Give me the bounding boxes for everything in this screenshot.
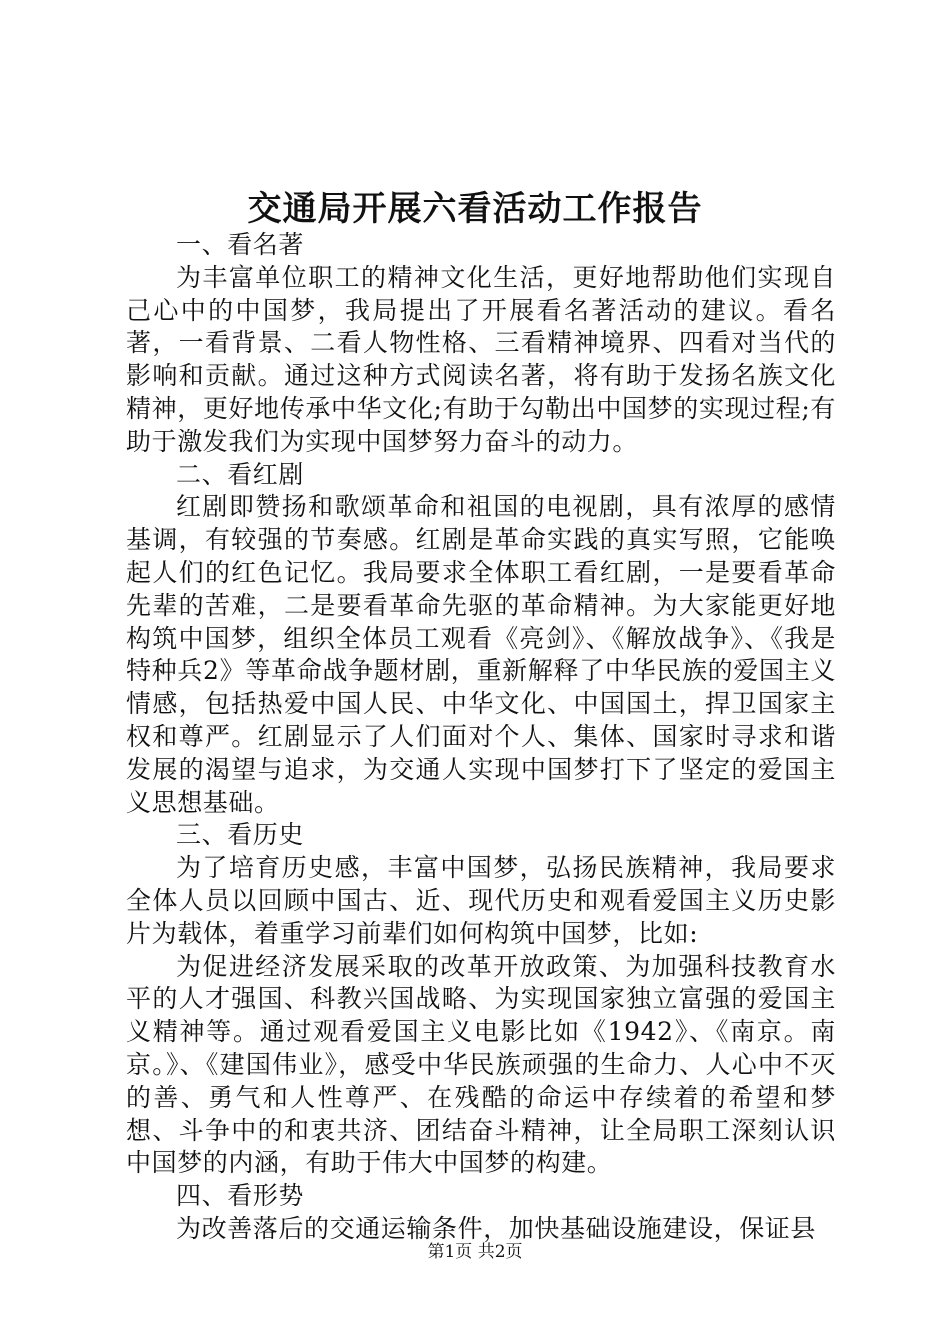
section-paragraph: 为改善落后的交通运输条件，加快基础设施建设，保证县 xyxy=(176,1213,817,1243)
section-paragraph: 为促进经济发展采取的改革开放政策、为加强科技教育水平的人才强国、科教兴国战略、为实现国家独立富强的爱国主义精神等。通过观看爱国主义电影比如《1942》、《南京。南京。》、《建国伟业》，感受中华民族顽强的生命力、人心中不灭的善、勇气和人性尊严、在残酷的命运中存续着的希望和梦想、斗争中的和衷共济、团结奋斗精神，让全局职工深刻认识中国梦的内涵，有助于伟大中国梦的构建。 xyxy=(126,951,836,1178)
section-heading: 二、看红剧 xyxy=(176,459,305,489)
document-body xyxy=(126,229,836,1246)
section-paragraph: 为了培育历史感，丰富中国梦，弘扬民族精神，我局要求全体人员以回顾中国古、近、现代历史和观看爱国主义历史影片为载体，着重学习前辈们如何构筑中国梦，比如: xyxy=(126,853,836,948)
section-heading: 一、看名著 xyxy=(176,230,305,259)
section-paragraph: 红剧即赞扬和歌颂革命和祖国的电视剧，具有浓厚的感情基调，有较强的节奏感。红剧是革命实践的真实写照，它能唤起人们的红色记忆。我局要求全体职工看红剧，一是要看革命先辈的苦难，二是要看革命先驱的革命精神。为大家能更好地构筑中国梦，组织全体员工观看《亮剑》、《解放战争》、《我是特种兵2》等革命战争题材剧，重新解释了中华民族的爱国主义情感，包括热爱中国人民、中华文化、中国国土，捍卫国家主权和尊严。红剧显示了人们面对个人、集体、国家时寻求和谐发展的渴望与追求，为交通人实现中国梦打下了坚定的爱国主义思想基础。 xyxy=(126,492,836,817)
section-heading: 四、看形势 xyxy=(176,1181,305,1211)
section-paragraph: 为丰富单位职工的精神文化生活，更好地帮助他们实现自己心中的中国梦，我局提出了开展看名著活动的建议。看名著，一看背景、二看人物性格、三看精神境界、四看对当代的影响和贡献。通过这种方式阅读名著，将有助于发扬名族文化精神，更好地传承中华文化;有助于勾勒出中国梦的实现过程;有助于激发我们为实现中国梦努力奋斗的动力。 xyxy=(126,262,836,456)
page-number-footer: 第1页 共2页 xyxy=(427,1242,523,1262)
section-heading: 三、看历史 xyxy=(176,820,305,850)
document-title: 交通局开展六看活动工作报告 xyxy=(247,189,703,229)
